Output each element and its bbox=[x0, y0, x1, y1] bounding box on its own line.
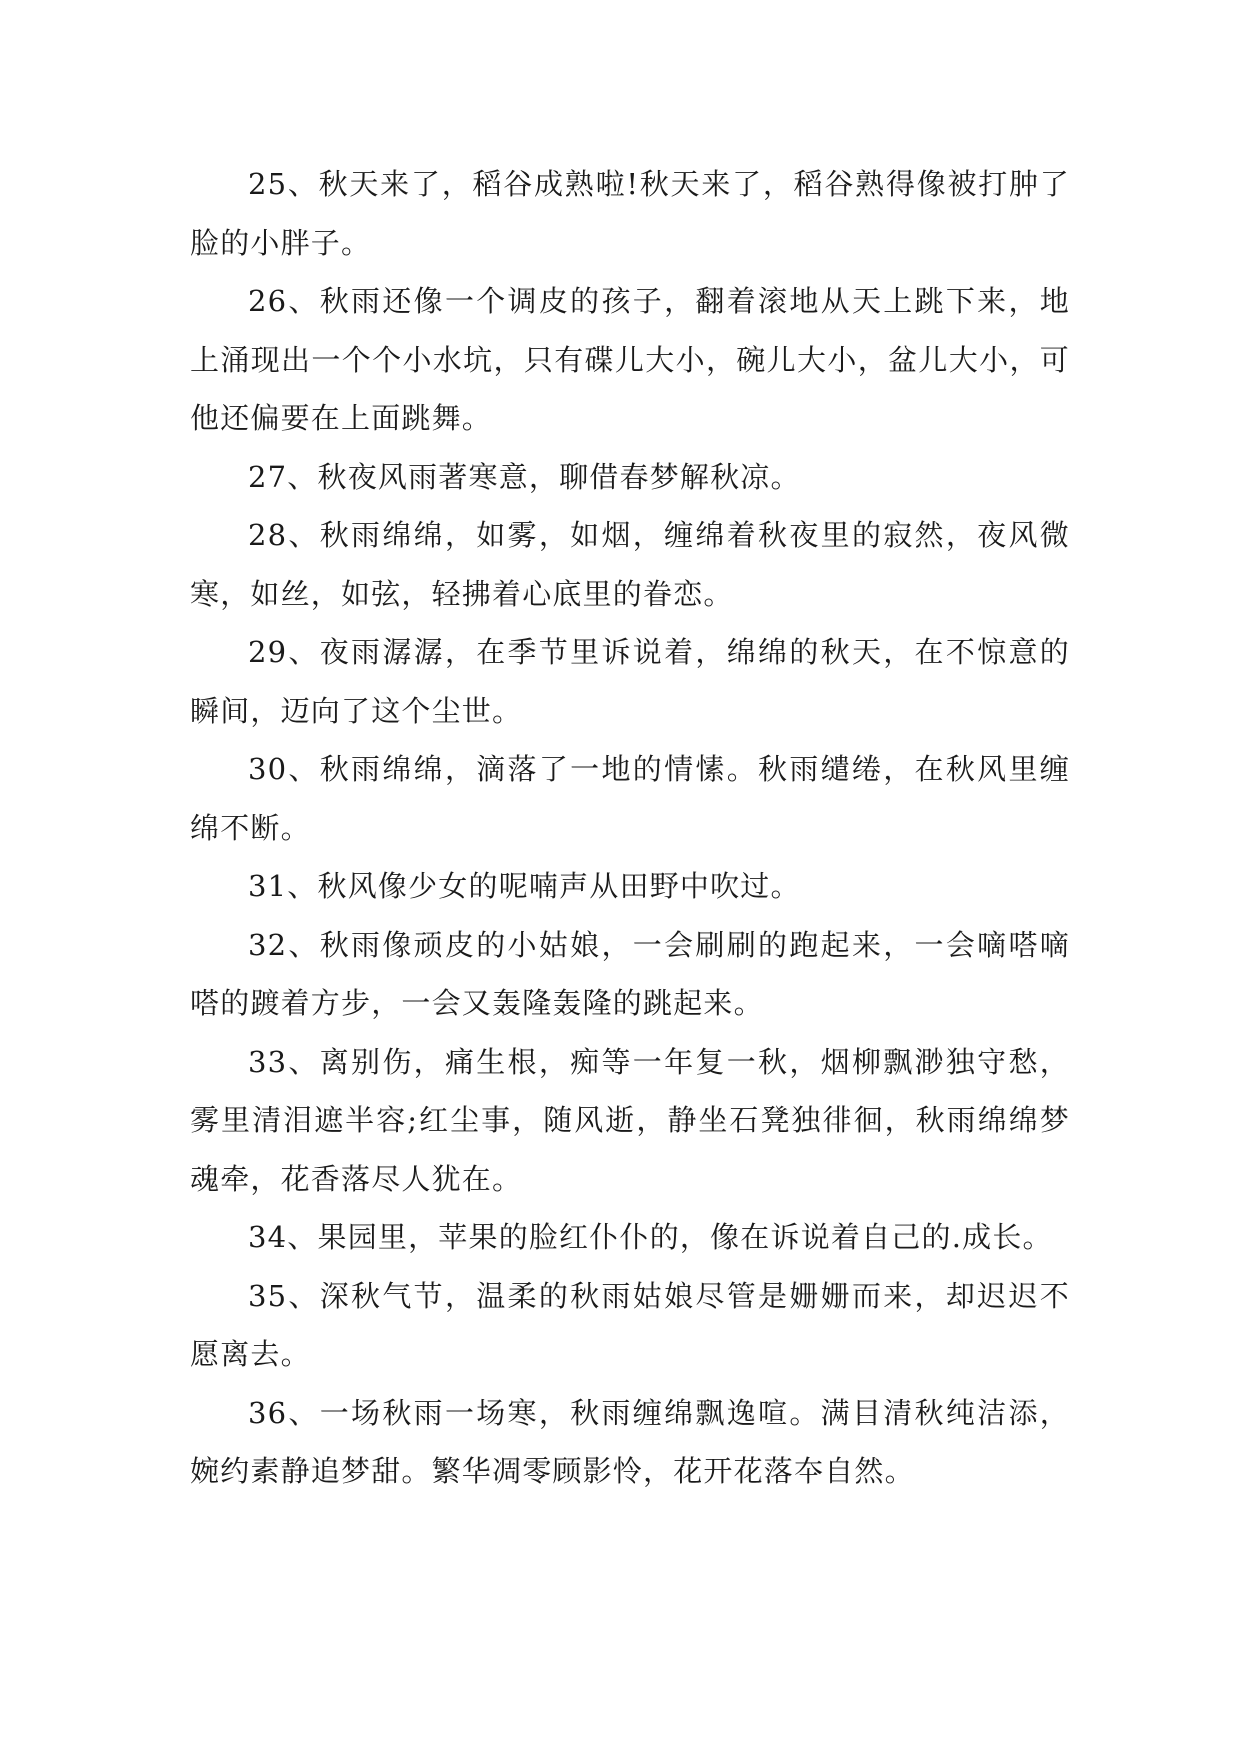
paragraph-26: 26、秋雨还像一个调皮的孩子，翻着滚地从天上跳下来，地上涌现出一个个小水坑，只有碟儿大小，碗儿大小，盆儿大小，可他还偏要在上面跳舞。 bbox=[190, 284, 1070, 435]
document-body bbox=[190, 155, 1070, 1501]
paragraph-35: 35、深秋气节，温柔的秋雨姑娘尽管是姗姗而来，却迟迟不愿离去。 bbox=[190, 1278, 1070, 1371]
paragraph-30: 30、秋雨绵绵，滴落了一地的情愫。秋雨缱绻，在秋风里缠绵不断。 bbox=[190, 752, 1070, 845]
paragraph-31: 31、秋风像少女的呢喃声从田野中吹过。 bbox=[248, 869, 801, 903]
paragraph-25: 25、秋天来了，稻谷成熟啦!秋天来了，稻谷熟得像被打肿了脸的小胖子。 bbox=[190, 167, 1070, 260]
paragraph-34: 34、果园里，苹果的脸红仆仆的，像在诉说着自己的.成长。 bbox=[248, 1220, 1053, 1254]
paragraph-33: 33、离别伤，痛生根，痴等一年复一秋，烟柳飘渺独守愁，雾里清泪遮半容;红尘事，随风逝，静坐石凳独徘徊，秋雨绵绵梦魂牵，花香落尽人犹在。 bbox=[190, 1044, 1070, 1196]
paragraph-29: 29、夜雨潺潺，在季节里诉说着，绵绵的秋天，在不惊意的瞬间，迈向了这个尘世。 bbox=[190, 635, 1070, 728]
paragraph-36: 36、一场秋雨一场寒，秋雨缠绵飘逸喧。满目清秋纯洁添，婉约素静追梦甜。繁华凋零顾影怜，花开花落夲自然。 bbox=[190, 1395, 1070, 1488]
paragraph-28: 28、秋雨绵绵，如雾，如烟，缠绵着秋夜里的寂然，夜风微寒，如丝，如弦，轻拂着心底里的眷恋。 bbox=[190, 518, 1070, 611]
paragraph-27: 27、秋夜风雨著寒意，聊借春梦解秋凉。 bbox=[248, 459, 801, 494]
paragraph-32: 32、秋雨像顽皮的小姑娘，一会刷刷的跑起来，一会嘀嗒嘀嗒的踱着方步，一会又轰隆轰隆的跳起来。 bbox=[190, 927, 1070, 1020]
